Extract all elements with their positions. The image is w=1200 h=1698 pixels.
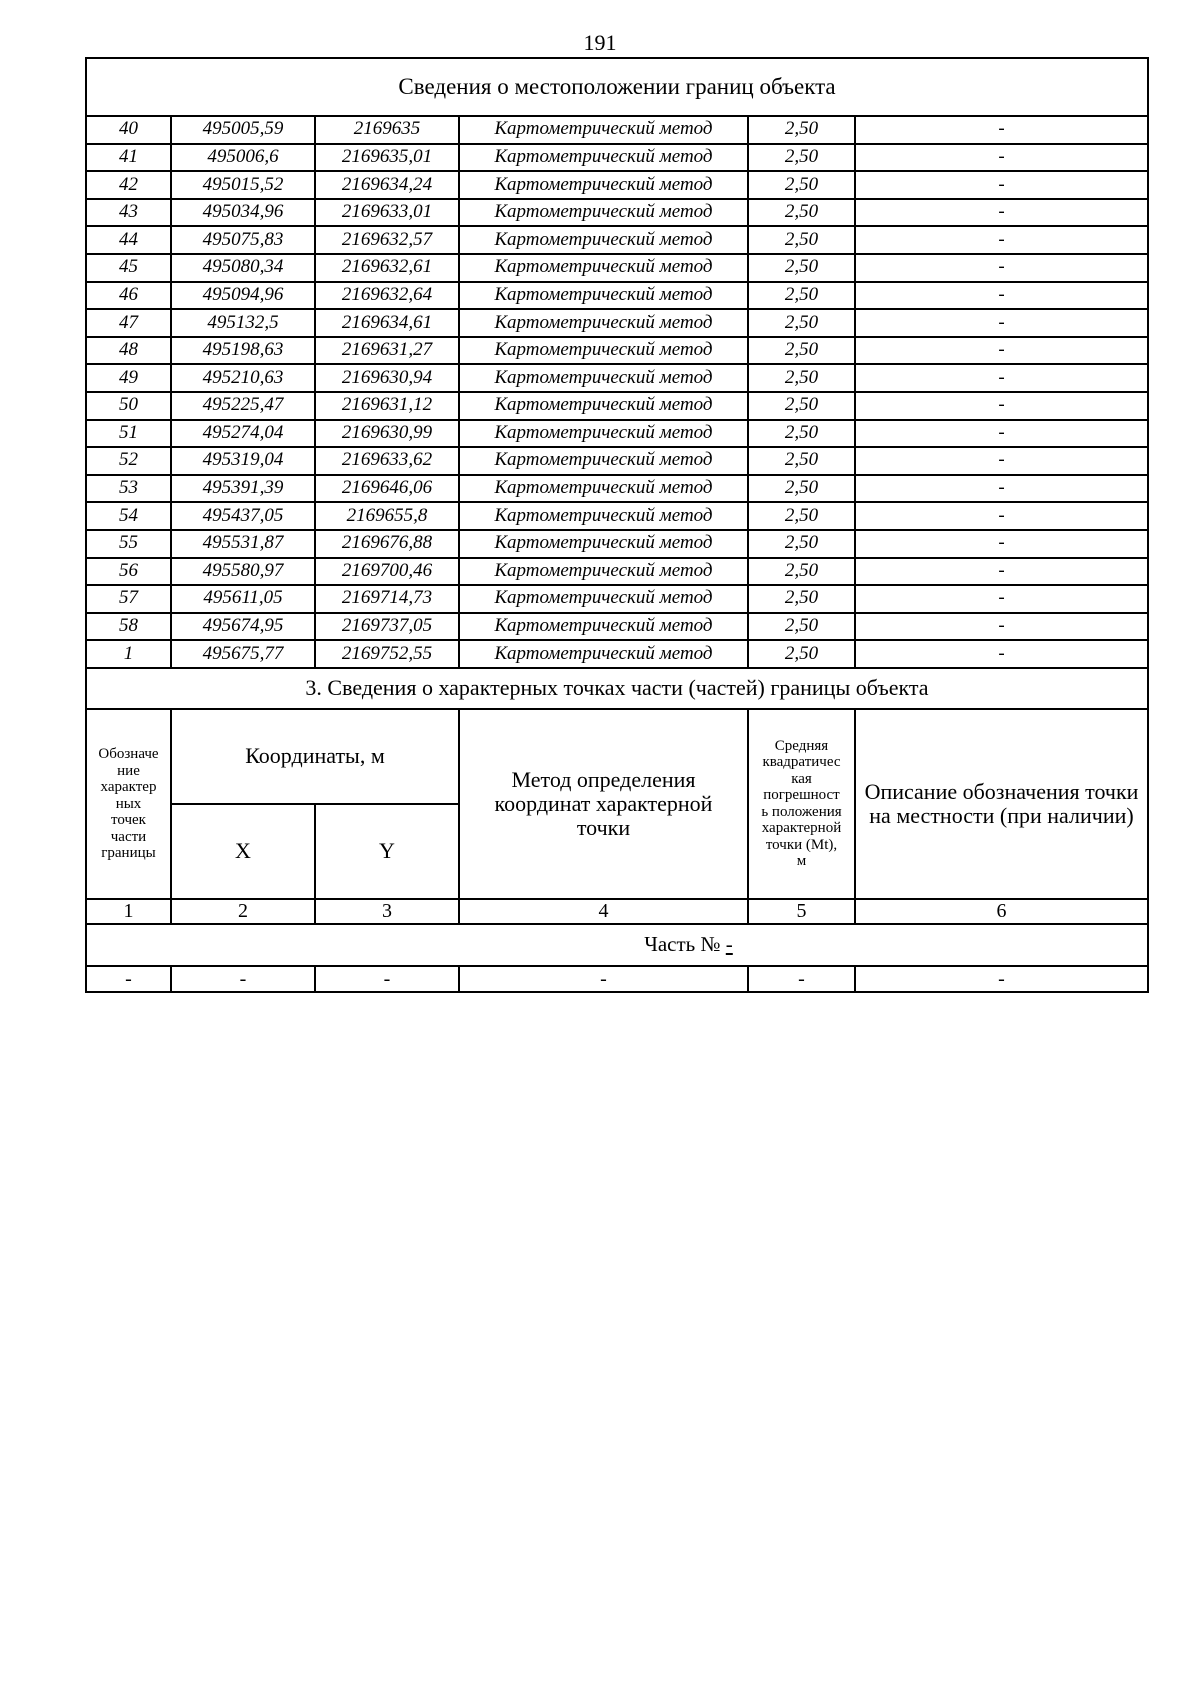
coord-y: 2169634,61 [315,309,459,337]
table-row [86,530,1148,558]
part-value: - [725,932,733,957]
point-number: 58 [86,613,171,641]
coord-x: 495675,77 [171,640,315,668]
mt-value: 2,50 [748,144,855,172]
point-number: 46 [86,282,171,310]
mt-value: 2,50 [748,254,855,282]
column-number: 5 [748,899,855,924]
table-row [86,502,1148,530]
method: Картометрический метод [459,116,748,144]
coord-y: 2169631,12 [315,392,459,420]
boundary-table [85,57,1149,993]
coord-y: 2169633,62 [315,447,459,475]
coord-y: 2169630,99 [315,420,459,448]
point-number: 53 [86,475,171,503]
description: - [855,585,1148,613]
coord-x: 495210,63 [171,364,315,392]
method: Картометрический метод [459,585,748,613]
mt-value: 2,50 [748,282,855,310]
description: - [855,613,1148,641]
coord-y: 2169630,94 [315,364,459,392]
point-number: 47 [86,309,171,337]
method: Картометрический метод [459,282,748,310]
table-row [86,613,1148,641]
description: - [855,144,1148,172]
coord-y: 2169632,64 [315,282,459,310]
table-title-row [86,58,1148,116]
point-number: 55 [86,530,171,558]
empty-cell: - [315,966,459,992]
coord-x: 495198,63 [171,337,315,365]
description: - [855,226,1148,254]
point-number: 41 [86,144,171,172]
method: Картометрический метод [459,226,748,254]
mt-value: 2,50 [748,309,855,337]
table-row [86,558,1148,586]
description: - [855,530,1148,558]
table-row [86,447,1148,475]
coord-x: 495531,87 [171,530,315,558]
empty-cell: - [855,966,1148,992]
coord-y: 2169700,46 [315,558,459,586]
point-number: 49 [86,364,171,392]
empty-cell: - [86,966,171,992]
coord-x: 495611,05 [171,585,315,613]
description: - [855,199,1148,227]
description: - [855,254,1148,282]
table-row [86,254,1148,282]
table-row [86,475,1148,503]
header-description: Описание обозначения точки на местности (при наличии) [855,709,1148,899]
coord-x: 495674,95 [171,613,315,641]
coord-y: 2169631,27 [315,337,459,365]
mt-value: 2,50 [748,199,855,227]
header-mt: Средняя квадратичес кая погрешност ь положения характерной точки (Mt), м [748,709,855,899]
mt-value: 2,50 [748,447,855,475]
description: - [855,364,1148,392]
mt-value: 2,50 [748,392,855,420]
empty-cell: - [171,966,315,992]
mt-value: 2,50 [748,558,855,586]
description: - [855,420,1148,448]
mt-value: 2,50 [748,171,855,199]
table-row [86,199,1148,227]
method: Картометрический метод [459,420,748,448]
coord-x: 495580,97 [171,558,315,586]
table-row [86,116,1148,144]
method: Картометрический метод [459,640,748,668]
mt-value: 2,50 [748,585,855,613]
empty-cell: - [459,966,748,992]
header-x: X [171,804,315,899]
part-label: Часть № [644,932,721,957]
coord-y: 2169655,8 [315,502,459,530]
header-y: Y [315,804,459,899]
section3-header-row-1 [86,709,1148,804]
column-numbers-row [86,899,1148,924]
method: Картометрический метод [459,502,748,530]
description: - [855,558,1148,586]
coord-y: 2169714,73 [315,585,459,613]
mt-value: 2,50 [748,337,855,365]
method: Картометрический метод [459,199,748,227]
column-number: 4 [459,899,748,924]
coord-x: 495080,34 [171,254,315,282]
coord-y: 2169635 [315,116,459,144]
point-number: 42 [86,171,171,199]
coord-x: 495094,96 [171,282,315,310]
point-number: 56 [86,558,171,586]
point-number: 57 [86,585,171,613]
point-number: 52 [86,447,171,475]
description: - [855,640,1148,668]
description: - [855,502,1148,530]
part-label-cell [86,924,1148,966]
coord-x: 495274,04 [171,420,315,448]
mt-value: 2,50 [748,475,855,503]
mt-value: 2,50 [748,364,855,392]
mt-value: 2,50 [748,420,855,448]
coord-x: 495391,39 [171,475,315,503]
header-coordinates: Координаты, м [171,709,459,804]
description: - [855,447,1148,475]
coord-x: 495075,83 [171,226,315,254]
description: - [855,282,1148,310]
table-row [86,640,1148,668]
point-number: 1 [86,640,171,668]
page-number: 191 [583,30,617,55]
method: Картометрический метод [459,171,748,199]
section3-title: 3. Сведения о характерных точках части (частей) границы объекта [86,668,1148,709]
point-number: 48 [86,337,171,365]
table-row [86,226,1148,254]
method: Картометрический метод [459,337,748,365]
point-number: 51 [86,420,171,448]
section3-title-row [86,668,1148,709]
part-row [86,924,1148,966]
method: Картометрический метод [459,392,748,420]
coord-x: 495005,59 [171,116,315,144]
description: - [855,116,1148,144]
table-row [86,282,1148,310]
column-number: 2 [171,899,315,924]
table-row [86,171,1148,199]
point-number: 54 [86,502,171,530]
coord-y: 2169635,01 [315,144,459,172]
coord-y: 2169634,24 [315,171,459,199]
coord-x: 495225,47 [171,392,315,420]
method: Картометрический метод [459,309,748,337]
empty-part-row [86,966,1148,992]
coord-x: 495132,5 [171,309,315,337]
point-number: 45 [86,254,171,282]
header-method: Метод определения координат характерной точки [459,709,748,899]
point-number: 40 [86,116,171,144]
method: Картометрический метод [459,475,748,503]
column-number: 6 [855,899,1148,924]
method: Картометрический метод [459,447,748,475]
method: Картометрический метод [459,613,748,641]
mt-value: 2,50 [748,613,855,641]
table-row [86,144,1148,172]
mt-value: 2,50 [748,226,855,254]
mt-value: 2,50 [748,116,855,144]
description: - [855,475,1148,503]
column-number: 3 [315,899,459,924]
mt-value: 2,50 [748,640,855,668]
table-row [86,585,1148,613]
description: - [855,337,1148,365]
coord-x: 495034,96 [171,199,315,227]
table-row [86,309,1148,337]
coord-x: 495015,52 [171,171,315,199]
coord-x: 495437,05 [171,502,315,530]
mt-value: 2,50 [748,502,855,530]
method: Картометрический метод [459,364,748,392]
coord-y: 2169737,05 [315,613,459,641]
table-row [86,364,1148,392]
coord-y: 2169632,57 [315,226,459,254]
column-number: 1 [86,899,171,924]
coord-y: 2169646,06 [315,475,459,503]
coord-y: 2169633,01 [315,199,459,227]
method: Картометрический метод [459,558,748,586]
description: - [855,171,1148,199]
coord-x: 495006,6 [171,144,315,172]
point-number: 43 [86,199,171,227]
method: Картометрический метод [459,530,748,558]
table-title: Сведения о местоположении границ объекта [86,58,1148,116]
mt-value: 2,50 [748,530,855,558]
point-number: 44 [86,226,171,254]
method: Картометрический метод [459,254,748,282]
table-row [86,337,1148,365]
table-row [86,420,1148,448]
point-number: 50 [86,392,171,420]
coord-x: 495319,04 [171,447,315,475]
coord-y: 2169632,61 [315,254,459,282]
method: Картометрический метод [459,144,748,172]
description: - [855,392,1148,420]
header-point-designation: Обозначе ние характер ных точек части границы [86,709,171,899]
description: - [855,309,1148,337]
table-row [86,392,1148,420]
empty-cell: - [748,966,855,992]
coord-y: 2169676,88 [315,530,459,558]
coord-y: 2169752,55 [315,640,459,668]
